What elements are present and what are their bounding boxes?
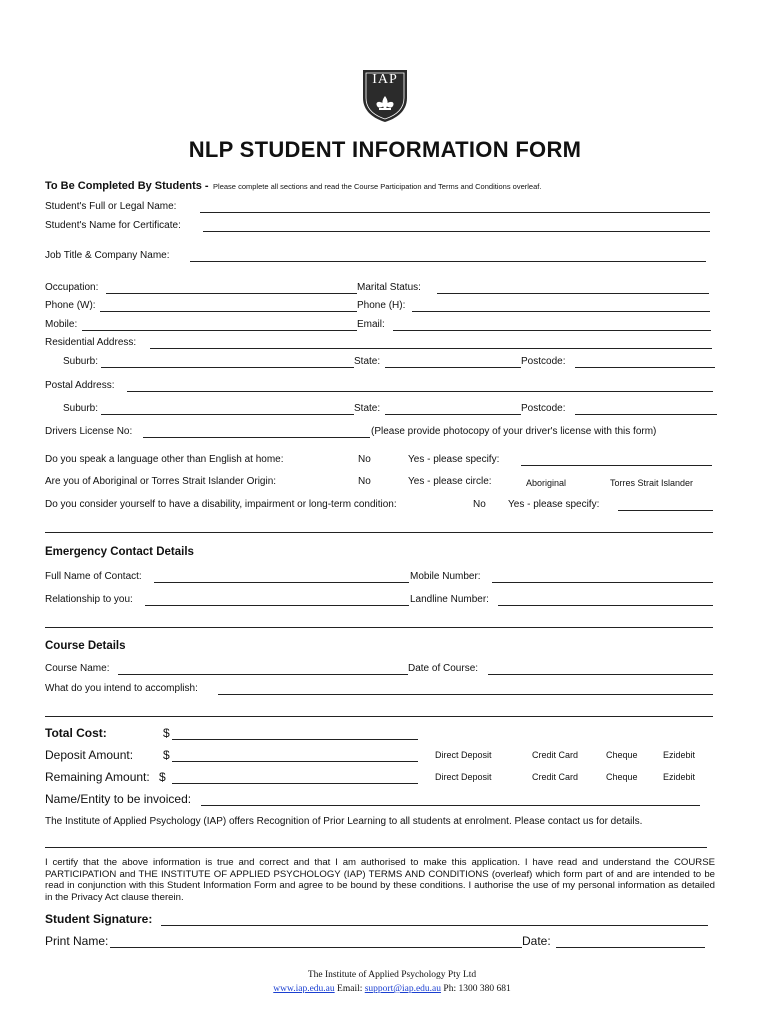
job-field[interactable] [190,261,706,262]
license-label: Drivers License No: [45,426,133,437]
relationship-label: Relationship to you: [45,594,133,605]
relationship-field[interactable] [145,605,409,606]
logo-text: IAP [372,72,398,87]
deposit-cheque[interactable]: Cheque [606,750,638,760]
mobile-label: Mobile: [45,319,78,330]
postal-address-field[interactable] [127,391,713,392]
deposit-ezidebit[interactable]: Ezidebit [663,750,696,760]
phone-h-field[interactable] [412,311,710,312]
remaining-direct[interactable]: Direct Deposit [435,772,492,782]
postal-address-label: Postal Address: [45,380,115,391]
deposit-field[interactable] [172,761,418,762]
postal-state-label: State: [354,403,381,414]
marital-field[interactable] [437,293,709,294]
postal-postcode-field[interactable] [575,414,717,415]
sign-date-field[interactable] [556,947,705,948]
certification-text: I certify that the above information is true and correct and that I am authorised to make this application. I have read and understand the COURSE PARTICIPATION and THE INSTITUTE OF APPLIED PSYCHOLOGY (IAP) TERMS AND CONDITIONS (overleaf) which form part of and are intended to be read in conjunction with this Student Information Form and agree to be bound by these conditions. I authorise the use of my personal information as detailed in the Privacy Act clause therein. [45,857,715,903]
phone-text: Ph: 1300 380 681 [443,984,511,994]
postal-state-field[interactable] [385,414,521,415]
footer-contact [0,984,770,994]
job-label: Job Title & Company Name: [45,250,170,261]
postcode-label: Postcode: [521,356,566,367]
disability-no[interactable]: No [473,499,486,510]
course-date-label: Date of Course: [408,663,479,674]
total-cost-field[interactable] [172,739,418,740]
course-date-field[interactable] [488,674,713,675]
mobile-field[interactable] [82,330,357,331]
contact-name-label: Full Name of Contact: [45,571,142,582]
remaining-cheque[interactable]: Cheque [606,772,638,782]
intent-extra-field[interactable] [45,716,713,717]
postal-postcode-label: Postcode: [521,403,566,414]
res-address-field[interactable] [150,348,712,349]
intro-line [45,176,541,194]
cert-name-label: Student's Name for Certificate: [45,220,181,231]
separator-line [45,847,707,848]
signature-label: Student Signature: [45,912,153,926]
state-label: State: [354,356,381,367]
total-dollar: $ [163,726,170,740]
remaining-credit[interactable]: Credit Card [532,772,579,782]
cert-name-field[interactable] [203,231,710,232]
course-name-field[interactable] [118,674,408,675]
state-field[interactable] [385,367,521,368]
landline-label: Landline Number: [410,594,489,605]
email-link[interactable]: support@iap.edu.au [364,984,442,994]
language-yes: Yes - please specify: [408,454,500,465]
rpl-notice: The Institute of Applied Psychology (IAP) offers Recognition of Prior Learning to all students at enrolment. Please contact us for details. [45,816,643,827]
invoiced-field[interactable] [201,805,700,806]
language-specify-field[interactable] [521,465,712,466]
intro-heading: To Be Completed By Students - [45,180,209,192]
res-address-label: Residential Address: [45,337,137,348]
occupation-field[interactable] [106,293,357,294]
phone-h-label: Phone (H): [357,300,406,311]
postcode-field[interactable] [575,367,715,368]
invoiced-label: Name/Entity to be invoiced: [45,792,192,806]
deposit-credit[interactable]: Credit Card [532,750,579,760]
language-no[interactable]: No [358,454,371,465]
phone-w-field[interactable] [100,311,357,312]
option-torres-strait[interactable]: Torres Strait Islander [610,478,694,488]
page-title: NLP STUDENT INFORMATION FORM [188,137,582,162]
email-label: Email: [357,319,385,330]
option-aboriginal[interactable]: Aboriginal [526,478,567,488]
remaining-dollar: $ [159,770,166,784]
aboriginal-question: Are you of Aboriginal or Torres Strait Islander Origin: [45,476,277,487]
disability-specify-field[interactable] [618,510,713,511]
course-name-label: Course Name: [45,663,110,674]
footer-org: The Institute of Applied Psychology Pty Ltd [307,970,477,980]
postal-suburb-field[interactable] [101,414,354,415]
contact-name-field[interactable] [154,582,409,583]
intent-field[interactable] [218,694,713,695]
postal-suburb-label: Suburb: [63,403,99,414]
intro-note: Please complete all sections and read the Course Participation and Terms and Conditions overleaf. [213,182,542,191]
license-field[interactable] [143,437,370,438]
occupation-label: Occupation: [45,282,99,293]
total-cost-label: Total Cost: [45,726,107,740]
email-label: Email: [337,984,363,994]
full-name-field[interactable] [200,212,710,213]
disability-yes: Yes - please specify: [508,499,600,510]
phone-w-label: Phone (W): [45,300,96,311]
contact-mobile-label: Mobile Number: [410,571,481,582]
intent-label: What do you intend to accomplish: [45,683,198,694]
aboriginal-yes: Yes - please circle: [408,476,492,487]
email-field[interactable] [393,330,711,331]
course-heading: Course Details [45,640,126,652]
marital-label: Marital Status: [357,282,421,293]
contact-mobile-field[interactable] [492,582,713,583]
emergency-extra-field[interactable] [45,627,713,628]
aboriginal-no[interactable]: No [358,476,371,487]
print-name-field[interactable] [110,947,522,948]
print-name-label: Print Name: [45,934,109,948]
disability-question: Do you consider yourself to have a disability, impairment or long-term condition: [45,499,397,510]
license-note: (Please provide photocopy of your driver's license with this form) [371,426,657,437]
remaining-ezidebit[interactable]: Ezidebit [663,772,696,782]
full-name-label: Student's Full or Legal Name: [45,201,177,212]
website-link[interactable]: www.iap.edu.au [273,984,335,994]
suburb-label: Suburb: [63,356,99,367]
disability-extra-field[interactable] [45,532,713,533]
deposit-dollar: $ [163,748,170,762]
remaining-label: Remaining Amount: [45,770,150,784]
landline-field[interactable] [498,605,713,606]
sign-date-label: Date: [522,934,551,948]
iap-logo [361,68,409,124]
emergency-heading: Emergency Contact Details [45,546,194,558]
deposit-direct[interactable]: Direct Deposit [435,750,492,760]
suburb-field[interactable] [101,367,354,368]
deposit-label: Deposit Amount: [45,748,134,762]
signature-field[interactable] [161,925,708,926]
remaining-field[interactable] [172,783,418,784]
language-question: Do you speak a language other than English at home: [45,454,284,465]
